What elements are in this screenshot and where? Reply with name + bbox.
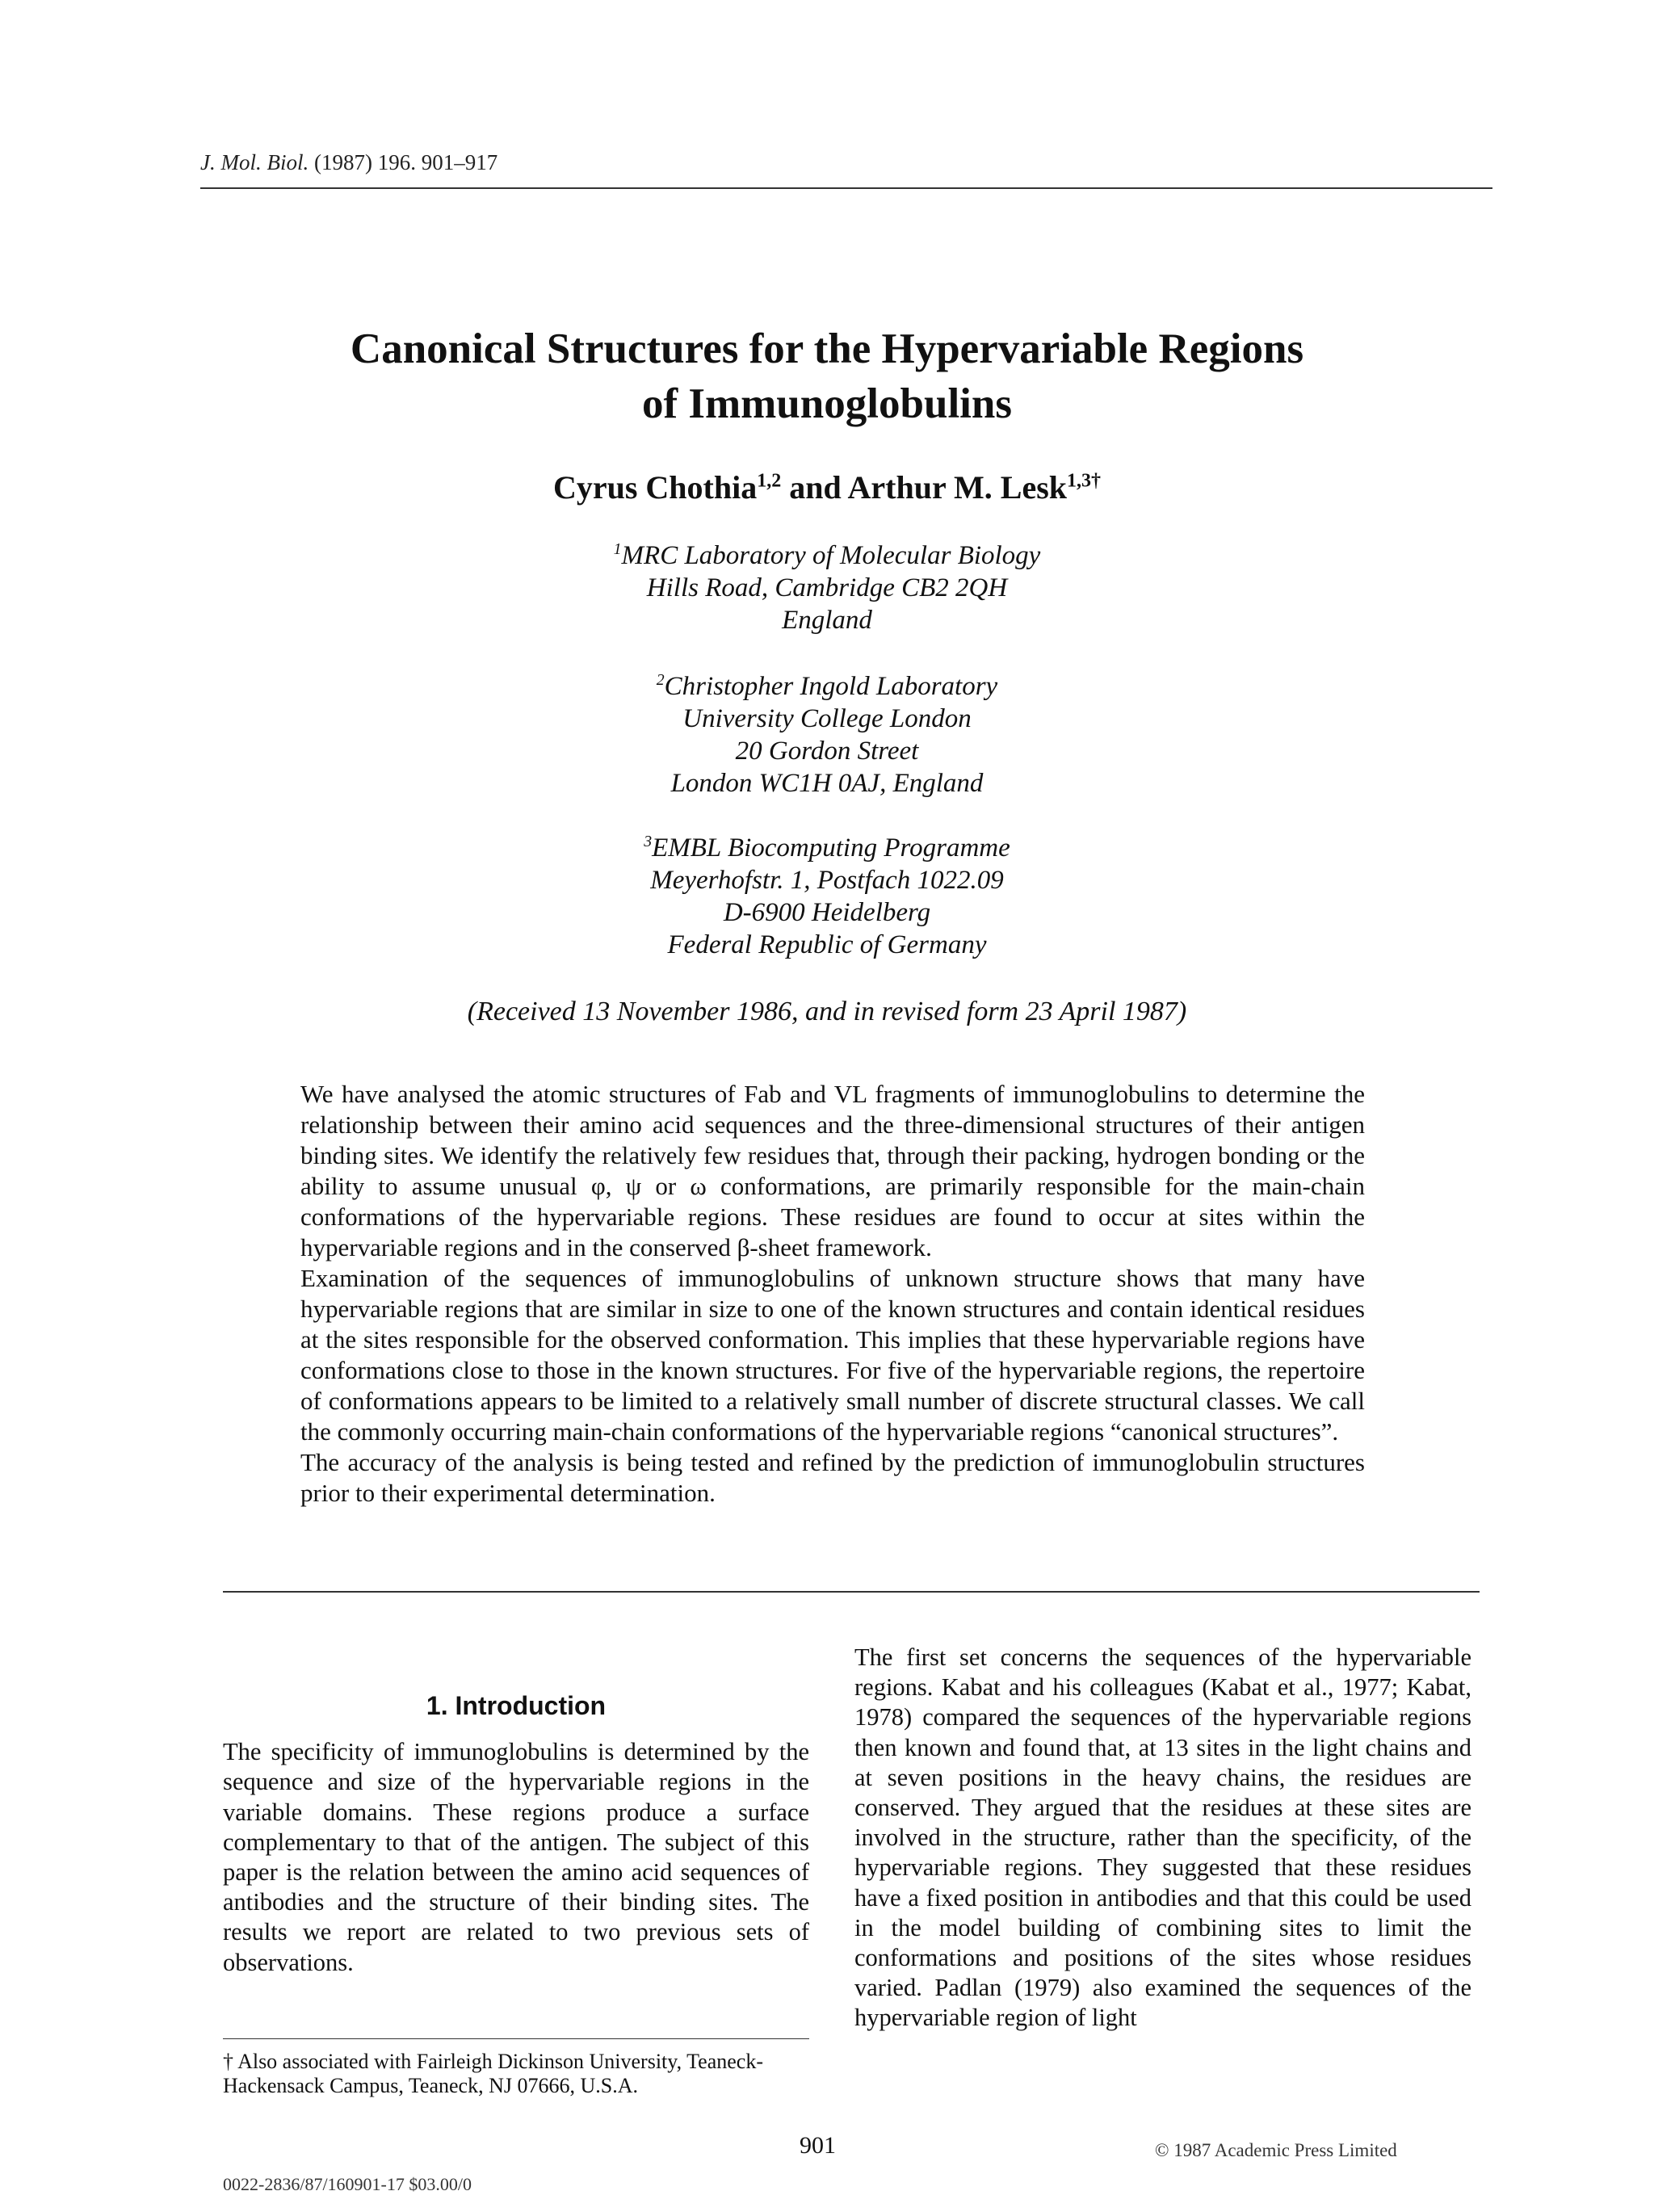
author-1: Cyrus Chothia — [552, 469, 758, 506]
received-date: (Received 13 November 1986, and in revised form 23 April 1987) — [467, 997, 1187, 1026]
affiliation-1 — [162, 539, 1492, 636]
affiliation-marker: 1 — [613, 540, 622, 558]
page-number: 901 — [800, 2132, 836, 2159]
right-column — [854, 1643, 1471, 2034]
affiliation-line: Christopher Ingold Laboratory — [664, 672, 998, 701]
journal-year-volume: (1987) 196. 901–917 — [313, 150, 498, 174]
footnote-rule — [223, 2038, 809, 2039]
copyright-notice: © 1987 Academic Press Limited — [1155, 2140, 1397, 2160]
journal-name: J. Mol. Biol. — [200, 150, 309, 174]
affiliation-marker: 2 — [656, 671, 665, 689]
author-1-affiliation: 1,2 — [757, 470, 782, 492]
author-2: Arthur M. Lesk — [847, 469, 1068, 506]
journal-reference — [200, 150, 497, 175]
affiliation-line: University College London — [682, 704, 972, 733]
author-2-affiliation: 1,3† — [1067, 470, 1102, 492]
author-list — [162, 468, 1492, 506]
affiliation-line: Meyerhofstr. 1, Postfach 1022.09 — [650, 866, 1004, 895]
affiliation-line: Hills Road, Cambridge CB2 2QH — [646, 573, 1008, 602]
paper-title — [162, 321, 1492, 431]
header-rule — [200, 187, 1492, 189]
affiliation-line: Federal Republic of Germany — [667, 930, 987, 959]
abstract-rule — [223, 1591, 1480, 1593]
affiliation-line: England — [782, 606, 872, 635]
issn-code: 0022-2836/87/160901-17 $03.00/0 — [223, 2174, 472, 2194]
footnote: † Also associated with Fairleigh Dickinson University, Teaneck-Hackensack Campus, Teaneck, NJ 07666, U.S.A. — [223, 2050, 763, 2097]
intro-paragraph-right: The first set concerns the sequences of the hypervariable regions. Kabat and his colleagues (Kabat et al., 1977; Kabat, 1978) compared the sequences of the hypervariable regions then known and found that, at 13 sites in the light chains and at seven positions in the heavy chains, the residues are conserved. They argued that the residues at these sites are involved in the structure, rather than the specificity, of the hypervariable regions. They suggested that these residues have a fixed position in antibodies and that this could be used in the model building of combining sites to limit the conformations and positions of the sites whose residues varied. Padlan (1979) also examined the sequences of the hypervariable region of light — [854, 1643, 1471, 2032]
affiliation-line: 20 Gordon Street — [735, 737, 919, 766]
affiliation-line: D-6900 Heidelberg — [723, 898, 931, 927]
affiliation-line: London WC1H 0AJ, England — [670, 769, 984, 798]
affiliation-line: EMBL Biocomputing Programme — [652, 833, 1010, 863]
left-column — [223, 1691, 809, 1978]
abstract-paragraph-2: Examination of the sequences of immunoglobulins of unknown structure shows that many have hypervariable regions that are similar in size to one of the known structures and contain identical residues at the sites responsible for the observed conformation. This implies that these hypervariable regions have conformations close to those in the known structures. For five of the hypervariable regions, the repertoire of conformations appears to be limited to a relatively small number of discrete structural classes. We call the commonly occurring main-chain conformations of the hypervariable regions “canonical structures”. — [300, 1264, 1365, 1446]
affiliation-marker: 3 — [644, 833, 653, 850]
section-heading: 1. Introduction — [426, 1691, 607, 1720]
intro-paragraph-left: The specificity of immunoglobulins is determined by the sequence and size of the hypervariable regions in the variable domains. These regions produce a surface complementary to that of the antigen. The subject of this paper is the relation between the amino acid sequences of antibodies and the structure of their binding sites. The results we report are related to two previous sets of observations. — [223, 1738, 809, 1976]
affiliation-2 — [162, 670, 1492, 800]
affiliation-3 — [162, 832, 1492, 961]
abstract-paragraph-1: We have analysed the atomic structures of Fab and VL fragments of immunoglobulins to determine the relationship between their amino acid sequences and the three-dimensional structures of their antigen binding sites. We identify the relatively few residues that, through their packing, hydrogen bonding or the ability to assume unusual φ, ψ or ω conformations, are primarily responsible for the main-chain conformations of the hypervariable regions. These residues are found to occur at sites within the hypervariable regions and in the conserved β-sheet framework. — [300, 1080, 1365, 1261]
author-conjunction: and — [781, 469, 848, 506]
title-line-1: Canonical Structures for the Hypervariable Regions — [350, 325, 1304, 372]
affiliation-line: MRC Laboratory of Molecular Biology — [621, 541, 1041, 570]
abstract — [300, 1079, 1365, 1509]
title-line-2: of Immunoglobulins — [641, 380, 1012, 427]
abstract-paragraph-3: The accuracy of the analysis is being tested and refined by the prediction of immunoglobulin structures prior to their experimental determination. — [300, 1448, 1365, 1507]
